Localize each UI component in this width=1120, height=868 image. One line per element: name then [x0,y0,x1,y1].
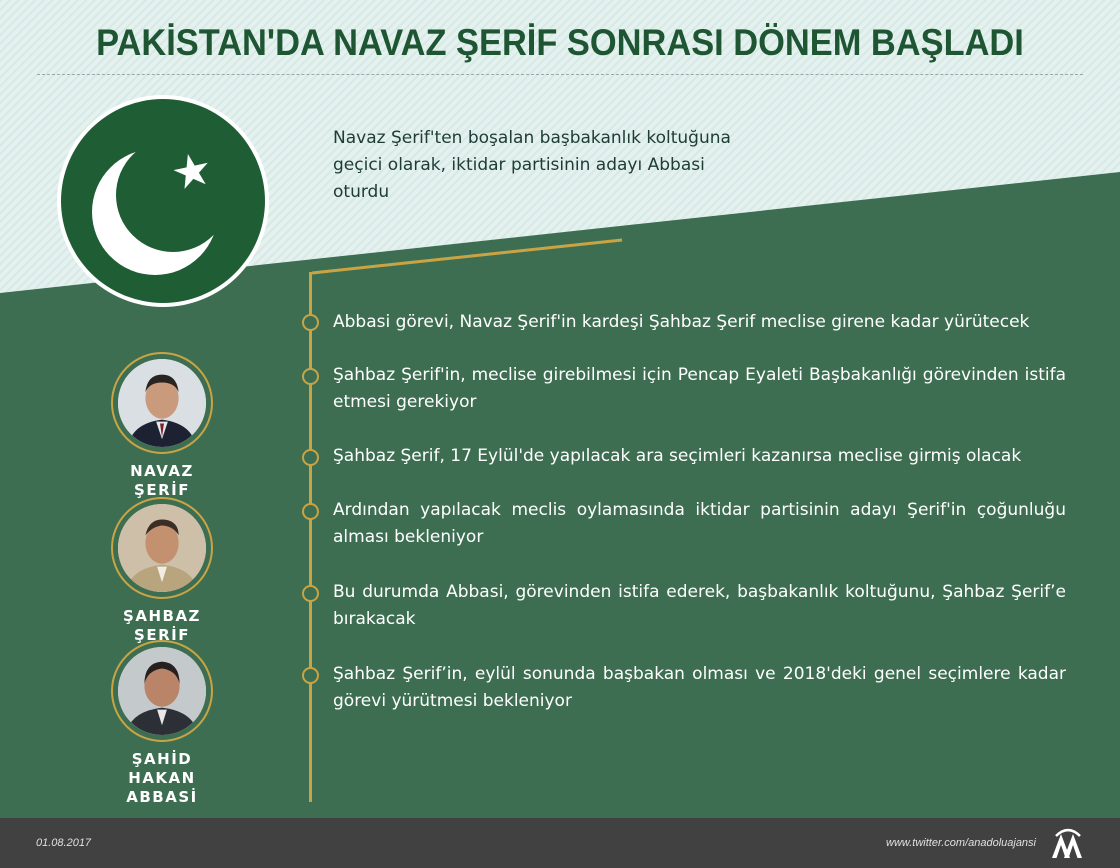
footer-bar [0,818,1120,868]
portrait-photo [111,352,213,454]
footer-url[interactable]: www.twitter.com/anadoluajansi [886,837,1036,849]
intro-text: Navaz Şerif'ten boşalan başbakanlık koltuğuna geçici olarak, iktidar partisinin adayı Abbasi oturdu [333,128,731,202]
portrait-photo [111,497,213,599]
timeline-dot [302,667,319,684]
timeline-dot [302,314,319,331]
timeline-event-5: Bu durumda Abbasi, görevinden istifa ederek, başbakanlık koltuğunu, Şahbaz Şerif’e bırakacak [333,582,1066,629]
title-divider [37,74,1083,75]
timeline-dot [302,368,319,385]
person-sahid-hakan-abbasi [100,640,224,807]
timeline-event-6: Şahbaz Şerif’in, eylül sonunda başbakan olması ve 2018'deki genel seçimlere kadar görevi yürütmesi bekleniyor [333,664,1066,711]
timeline-event-3: Şahbaz Şerif, 17 Eylül'de yapılacak ara seçimleri kazanırsa meclise girmiş olacak [333,446,1022,466]
timeline-event-1: Abbasi görevi, Navaz Şerif'in kardeşi Şahbaz Şerif meclise girene kadar yürütecek [333,312,1030,332]
portrait-photo [111,640,213,742]
footer-date: 01.08.2017 [36,837,92,849]
timeline-dot [302,503,319,520]
person-sahbaz-serif [100,497,224,645]
timeline-event-4: Ardından yapılacak meclis oylamasında iktidar partisinin adayı Şerif'in çoğunluğu alması bekleniyor [333,500,1066,547]
timeline-line [309,272,312,802]
person-name: ŞAHBAZ ŞERİF [123,607,201,644]
person-name: NAVAZ ŞERİF [130,462,194,499]
person-name: ŞAHİD HAKAN ABBASİ [126,750,198,806]
person-navaz-serif [100,352,224,500]
aa-logo-icon [1050,828,1086,858]
timeline-event-2: Şahbaz Şerif'in, meclise girebilmesi için Pencap Eyaleti Başbakanlığı görevinden istifa etmesi gerekiyor [333,365,1066,412]
timeline-dot [302,585,319,602]
page-title: PAKİSTAN'DA NAVAZ ŞERİF SONRASI DÖNEM BAŞLADI [96,22,1024,63]
timeline-dot [302,449,319,466]
pakistan-flag-icon [57,95,269,307]
